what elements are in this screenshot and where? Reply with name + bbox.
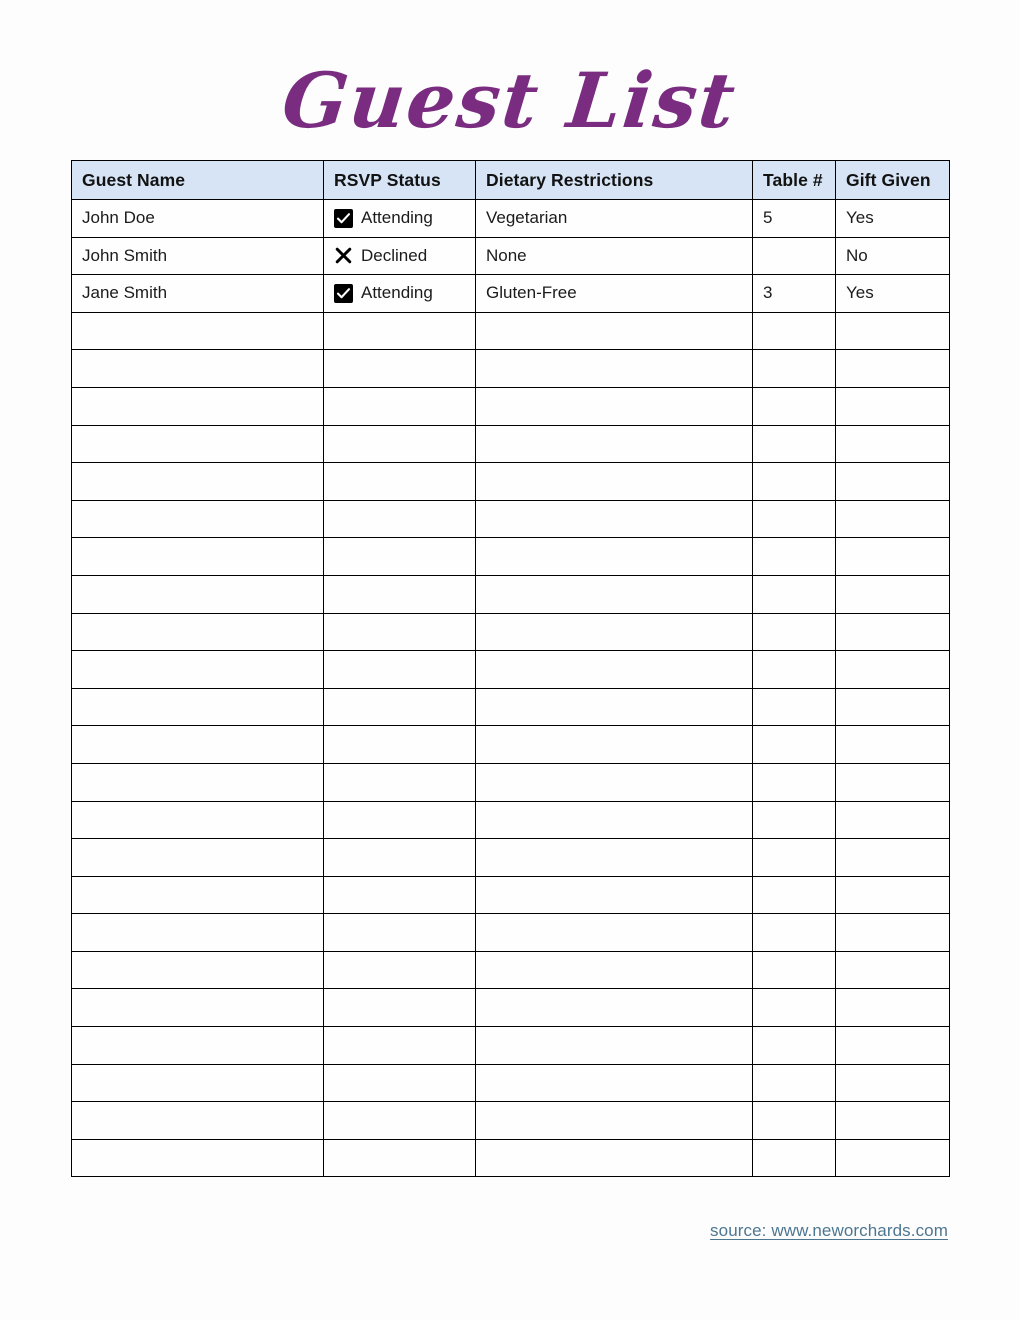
table-row <box>72 1064 950 1102</box>
table-row <box>72 839 950 877</box>
column-header-rsvp-status: RSVP Status <box>324 161 476 200</box>
page-title: Guest List <box>278 56 742 145</box>
cell-gift-given[interactable] <box>836 500 950 538</box>
cell-guest-name[interactable] <box>72 801 324 839</box>
cell-rsvp-status[interactable] <box>324 500 476 538</box>
table-row <box>72 989 950 1027</box>
cell-rsvp-status[interactable] <box>324 1102 476 1140</box>
cell-guest-name[interactable] <box>72 1139 324 1177</box>
cell-table-number[interactable] <box>753 688 836 726</box>
cell-guest-name[interactable]: John Doe <box>72 200 324 238</box>
cell-gift-given[interactable] <box>836 876 950 914</box>
cell-guest-name[interactable] <box>72 425 324 463</box>
cell-table-number[interactable] <box>753 387 836 425</box>
table-row <box>72 651 950 689</box>
rsvp-status-label: Attending <box>361 208 433 228</box>
cell-rsvp-status[interactable] <box>324 1139 476 1177</box>
rsvp-status-group <box>334 275 465 312</box>
rsvp-status-label: Attending <box>361 283 433 303</box>
cell-rsvp-status[interactable] <box>324 538 476 576</box>
cell-rsvp-status[interactable] <box>324 876 476 914</box>
cell-gift-given[interactable] <box>836 350 950 388</box>
cell-dietary-restrictions[interactable] <box>476 1139 753 1177</box>
table-header-row <box>72 161 950 200</box>
rsvp-status-group <box>334 238 465 275</box>
cell-guest-name[interactable] <box>72 538 324 576</box>
cell-table-number[interactable] <box>753 1102 836 1140</box>
cell-rsvp-status[interactable] <box>324 613 476 651</box>
cell-guest-name[interactable] <box>72 1102 324 1140</box>
cell-table-number[interactable] <box>753 1027 836 1065</box>
cell-table-number[interactable] <box>753 350 836 388</box>
cell-table-number[interactable]: 3 <box>753 275 836 313</box>
cell-table-number[interactable] <box>753 914 836 952</box>
cell-gift-given[interactable] <box>836 387 950 425</box>
table-row <box>72 538 950 576</box>
cell-rsvp-status[interactable] <box>324 463 476 501</box>
checkbox-checked-icon[interactable] <box>334 209 353 228</box>
cell-gift-given[interactable] <box>836 989 950 1027</box>
cell-dietary-restrictions[interactable] <box>476 651 753 689</box>
cell-table-number[interactable] <box>753 575 836 613</box>
page-title-container <box>0 58 1020 144</box>
cell-dietary-restrictions[interactable] <box>476 1102 753 1140</box>
cell-rsvp-status[interactable] <box>324 200 476 238</box>
cell-guest-name[interactable] <box>72 387 324 425</box>
cell-dietary-restrictions[interactable] <box>476 575 753 613</box>
table-row <box>72 688 950 726</box>
cell-guest-name[interactable]: John Smith <box>72 237 324 275</box>
cell-table-number[interactable] <box>753 876 836 914</box>
table-row <box>72 575 950 613</box>
cell-gift-given[interactable] <box>836 1102 950 1140</box>
cell-rsvp-status[interactable] <box>324 839 476 877</box>
table-row <box>72 500 950 538</box>
rsvp-status-label: Declined <box>361 245 428 265</box>
cell-dietary-restrictions[interactable]: None <box>476 237 753 275</box>
cell-dietary-restrictions[interactable] <box>476 914 753 952</box>
cell-rsvp-status[interactable] <box>324 763 476 801</box>
cell-guest-name[interactable] <box>72 989 324 1027</box>
cell-dietary-restrictions[interactable]: Vegetarian <box>476 200 753 238</box>
cell-gift-given[interactable] <box>836 425 950 463</box>
cell-guest-name[interactable]: Jane Smith <box>72 275 324 313</box>
cell-rsvp-status[interactable] <box>324 275 476 313</box>
x-mark-icon[interactable] <box>334 246 353 265</box>
cell-gift-given[interactable] <box>836 688 950 726</box>
table-row <box>72 425 950 463</box>
cell-gift-given[interactable] <box>836 651 950 689</box>
cell-rsvp-status[interactable] <box>324 651 476 689</box>
cell-gift-given[interactable]: Yes <box>836 200 950 238</box>
cell-dietary-restrictions[interactable] <box>476 425 753 463</box>
cell-guest-name[interactable] <box>72 350 324 388</box>
column-header-gift-given: Gift Given <box>836 161 950 200</box>
cell-rsvp-status[interactable] <box>324 688 476 726</box>
cell-rsvp-status[interactable] <box>324 312 476 350</box>
cell-dietary-restrictions[interactable] <box>476 538 753 576</box>
cell-table-number[interactable] <box>753 1064 836 1102</box>
cell-table-number[interactable] <box>753 763 836 801</box>
cell-gift-given[interactable] <box>836 951 950 989</box>
table-row <box>72 237 950 275</box>
cell-guest-name[interactable] <box>72 951 324 989</box>
cell-table-number[interactable] <box>753 801 836 839</box>
cell-guest-name[interactable] <box>72 726 324 764</box>
table-row <box>72 1139 950 1177</box>
guest-list-table-container <box>71 160 949 1177</box>
cell-rsvp-status[interactable] <box>324 350 476 388</box>
cell-table-number[interactable] <box>753 651 836 689</box>
cell-guest-name[interactable] <box>72 575 324 613</box>
cell-table-number[interactable] <box>753 613 836 651</box>
cell-table-number[interactable] <box>753 312 836 350</box>
cell-table-number[interactable] <box>753 1139 836 1177</box>
cell-rsvp-status[interactable] <box>324 801 476 839</box>
cell-guest-name[interactable] <box>72 312 324 350</box>
cell-dietary-restrictions[interactable] <box>476 801 753 839</box>
guest-list-table <box>71 160 950 1177</box>
table-row <box>72 200 950 238</box>
cell-gift-given[interactable] <box>836 575 950 613</box>
table-row <box>72 876 950 914</box>
cell-gift-given[interactable] <box>836 726 950 764</box>
cell-rsvp-status[interactable] <box>324 387 476 425</box>
cell-dietary-restrictions[interactable] <box>476 500 753 538</box>
cell-guest-name[interactable] <box>72 613 324 651</box>
column-header-table-number: Table # <box>753 161 836 200</box>
cell-guest-name[interactable] <box>72 1064 324 1102</box>
table-row <box>72 387 950 425</box>
cell-rsvp-status[interactable] <box>324 989 476 1027</box>
cell-dietary-restrictions[interactable] <box>476 387 753 425</box>
source-link[interactable]: source: www.neworchards.com <box>710 1221 948 1240</box>
cell-gift-given[interactable] <box>836 1139 950 1177</box>
cell-dietary-restrictions[interactable] <box>476 350 753 388</box>
cell-guest-name[interactable] <box>72 876 324 914</box>
cell-gift-given[interactable] <box>836 1027 950 1065</box>
column-header-dietary-restrictions: Dietary Restrictions <box>476 161 753 200</box>
cell-guest-name[interactable] <box>72 651 324 689</box>
cell-gift-given[interactable] <box>836 839 950 877</box>
table-row <box>72 463 950 501</box>
table-row <box>72 763 950 801</box>
cell-gift-given[interactable] <box>836 312 950 350</box>
cell-guest-name[interactable] <box>72 500 324 538</box>
cell-dietary-restrictions[interactable] <box>476 763 753 801</box>
cell-gift-given[interactable] <box>836 763 950 801</box>
cell-guest-name[interactable] <box>72 688 324 726</box>
cell-dietary-restrictions[interactable] <box>476 839 753 877</box>
table-row <box>72 801 950 839</box>
cell-gift-given[interactable] <box>836 801 950 839</box>
cell-gift-given[interactable] <box>836 613 950 651</box>
cell-gift-given[interactable] <box>836 463 950 501</box>
cell-gift-given[interactable] <box>836 914 950 952</box>
table-row <box>72 726 950 764</box>
cell-table-number[interactable] <box>753 538 836 576</box>
table-row <box>72 275 950 313</box>
rsvp-status-group <box>334 200 465 237</box>
cell-dietary-restrictions[interactable] <box>476 951 753 989</box>
cell-guest-name[interactable] <box>72 463 324 501</box>
cell-table-number[interactable]: 5 <box>753 200 836 238</box>
cell-rsvp-status[interactable] <box>324 914 476 952</box>
table-row <box>72 613 950 651</box>
cell-rsvp-status[interactable] <box>324 951 476 989</box>
cell-dietary-restrictions[interactable] <box>476 688 753 726</box>
column-header-guest-name: Guest Name <box>72 161 324 200</box>
cell-table-number[interactable] <box>753 951 836 989</box>
table-row <box>72 1102 950 1140</box>
cell-rsvp-status[interactable] <box>324 1064 476 1102</box>
table-row <box>72 951 950 989</box>
table-header <box>72 161 950 200</box>
cell-dietary-restrictions[interactable] <box>476 1064 753 1102</box>
cell-table-number[interactable] <box>753 237 836 275</box>
cell-table-number[interactable] <box>753 989 836 1027</box>
cell-dietary-restrictions[interactable] <box>476 1027 753 1065</box>
table-row <box>72 914 950 952</box>
table-body <box>72 200 950 1177</box>
cell-rsvp-status[interactable] <box>324 575 476 613</box>
cell-table-number[interactable] <box>753 425 836 463</box>
cell-table-number[interactable] <box>753 726 836 764</box>
cell-dietary-restrictions[interactable] <box>476 463 753 501</box>
cell-dietary-restrictions[interactable] <box>476 726 753 764</box>
cell-gift-given[interactable]: Yes <box>836 275 950 313</box>
cell-table-number[interactable] <box>753 463 836 501</box>
cell-gift-given[interactable]: No <box>836 237 950 275</box>
checkbox-checked-icon[interactable] <box>334 284 353 303</box>
cell-rsvp-status[interactable] <box>324 425 476 463</box>
cell-guest-name[interactable] <box>72 839 324 877</box>
table-row <box>72 350 950 388</box>
cell-rsvp-status[interactable] <box>324 1027 476 1065</box>
cell-dietary-restrictions[interactable] <box>476 876 753 914</box>
cell-dietary-restrictions[interactable] <box>476 613 753 651</box>
cell-rsvp-status[interactable] <box>324 726 476 764</box>
cell-guest-name[interactable] <box>72 914 324 952</box>
table-row <box>72 312 950 350</box>
cell-rsvp-status[interactable] <box>324 237 476 275</box>
cell-gift-given[interactable] <box>836 538 950 576</box>
cell-guest-name[interactable] <box>72 763 324 801</box>
cell-table-number[interactable] <box>753 839 836 877</box>
cell-dietary-restrictions[interactable] <box>476 312 753 350</box>
table-row <box>72 1027 950 1065</box>
cell-dietary-restrictions[interactable]: Gluten-Free <box>476 275 753 313</box>
cell-table-number[interactable] <box>753 500 836 538</box>
cell-gift-given[interactable] <box>836 1064 950 1102</box>
cell-guest-name[interactable] <box>72 1027 324 1065</box>
cell-dietary-restrictions[interactable] <box>476 989 753 1027</box>
